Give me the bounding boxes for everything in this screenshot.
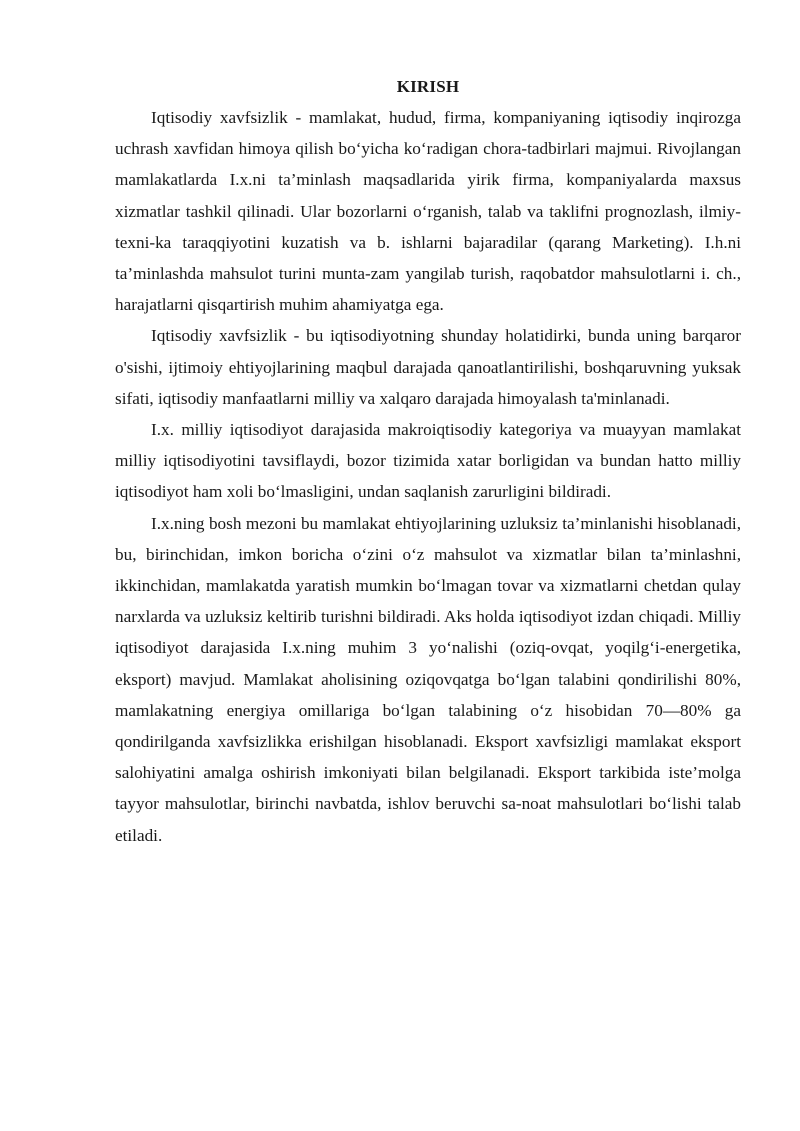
paragraph-economic-state: Iqtisodiy xavfsizlik - bu iqtisodiyotning shunday holatidirki, bunda uning barqaror o'sishi, ijtimoiy ehtiyojlarining maqbul darajada qanoatlantirilishi, boshqaruvning yuksak sifati, iqtisodiy manfaatlarni milliy va xalqaro darajada himoyalash ta'minlanadi. [115, 326, 741, 408]
page-heading: KIRISH [396, 77, 460, 96]
paragraph-definition: Iqtisodiy xavfsizlik - mamlakat, hudud, firma, kompaniyaning iqtisodiy inqirozga uchrash xavfidan himoya qilish bo‘yicha ko‘radigan chora-tadbirlari majmui. Rivojlangan mamlakatlarda I.x.ni ta’minlash maqsadlarida yirik firma, kompaniyalarda maxsus xizmatlar tashkil qilinadi. Ular bozorlarni o‘rganish, talab va taklifni prognozlash, ilmiy-texni-ka taraqqiyotini kuzatish va b. ishlarni bajaradilar (qarang Marketing). I.h.ni ta’minlashda mahsulot turini munta-zam yangilab turish, raqobatdor mahsulotlarni i. ch., harajatlarni qisqartirish muhim ahamiyatga ega. [115, 108, 741, 315]
paragraph-main-criterion: I.x.ning bosh mezoni bu mamlakat ehtiyojlarining uzluksiz ta’minlanishi hisoblanadi, bu, birinchidan, imkon boricha o‘zini o‘z mahsulot va xizmatlar bilan ta’minlashni, ikkinchidan, mamlakatda yaratish mumkin bo‘lmagan tovar va xizmatlarni chetdan qulay narxlarda va uzluksiz keltirib turishni bildiradi. Aks holda iqtisodiyot izdan chiqadi. Milliy iqtisodiyot darajasida I.x.ning muhim 3 yo‘nalishi (oziq-ovqat, yoqilg‘i-energetika, eksport) mavjud. Mamlakat aholisining oziqovqatga bo‘lgan talabini qondirilishi 80%, mamlakatning energiya omillariga bo‘lgan talabining o‘z hisobidan 70—80% ga qondirilganda xavfsizlikka erishilgan hisoblanadi. Eksport xavfsizligi mamlakat eksport salohiyatini amalga oshirish imkoniyati bilan belgilanadi. Eksport tarkibida iste’molga tayyor mahsulotlar, birinchi navbatda, ishlov beruvchi sa-noat mahsulotlari bo‘lishi talab etiladi. [115, 513, 741, 845]
document-page [115, 72, 741, 851]
paragraph-national-level: I.x. milliy iqtisodiyot darajasida makroiqtisodiy kategoriya va muayyan mamlakat milliy iqtisodiyotini tavsiflaydi, bozor tizimida xatar borligidan va bundan hatto milliy iqtisodiyot ham xoli bo‘lmasligini, undan saqlanish zarurligini bildiradi. [115, 420, 741, 502]
